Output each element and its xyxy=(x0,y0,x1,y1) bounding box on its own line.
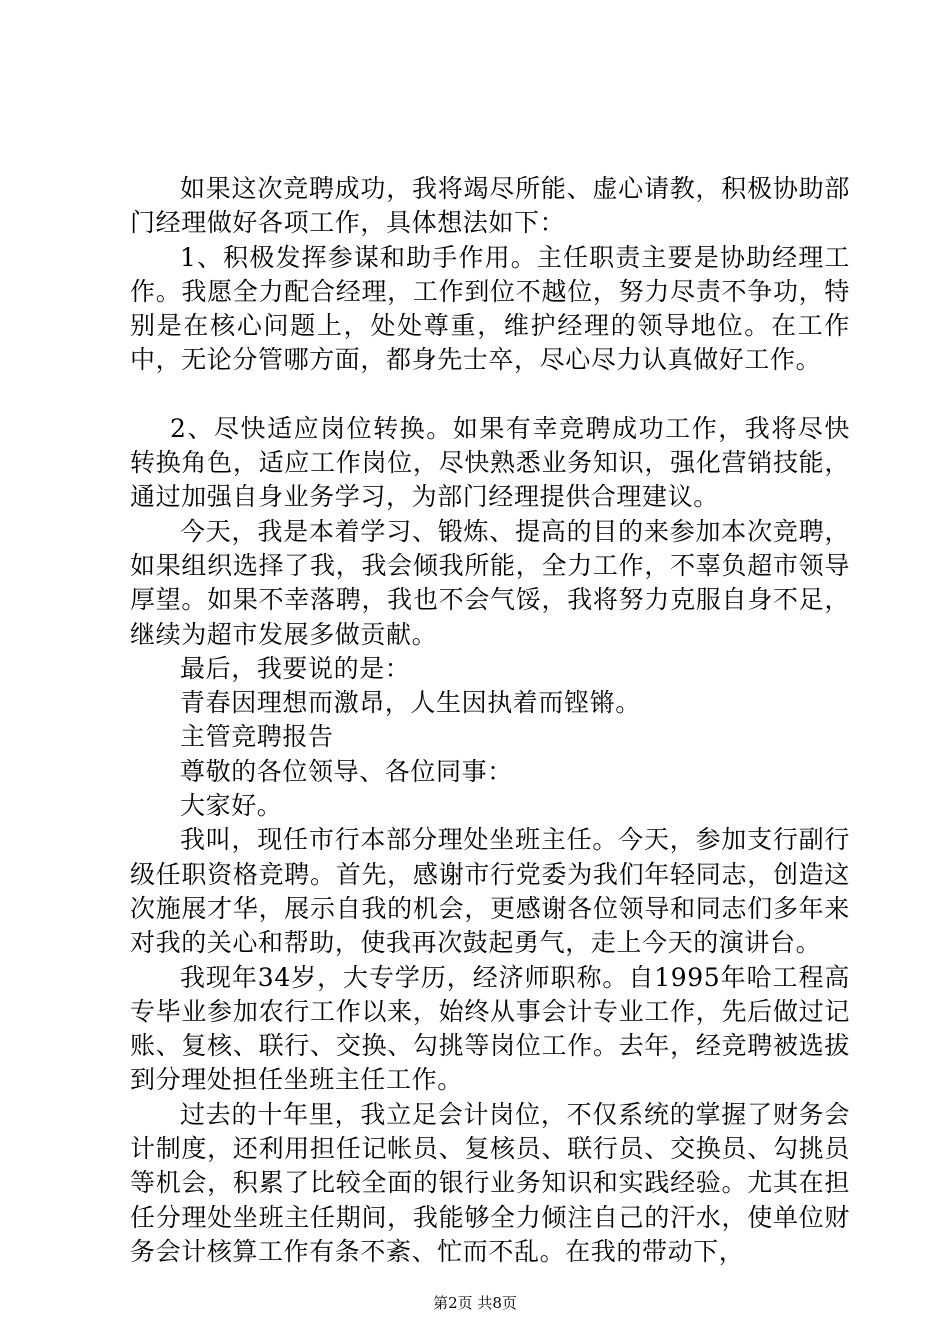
document-body xyxy=(130,172,850,1269)
paragraph-purpose: 今天，我是本着学习、锻炼、提高的目的来参加本次竞聘，如果组织选择了我，我会倾我所能，全力工作，不辜负超市领导厚望。如果不幸落聘，我也不会气馁，我将努力克服自身不足，继续为超市发展多做贡献。 xyxy=(130,516,850,649)
paragraph-point-2: 2、尽快适应岗位转换。如果有幸竞聘成功工作，我将尽快转换角色，适应工作岗位，尽快熟悉业务知识，强化营销技能，通过加强自身业务学习，为部门经理提供合理建议。 xyxy=(130,413,850,512)
section-title: 主管竞聘报告 xyxy=(180,722,334,752)
salutation: 尊敬的各位领导、各位同事： xyxy=(180,756,513,786)
page-footer: 第2页 共8页 xyxy=(433,1294,517,1312)
paragraph-point-1: 1、积极发挥参谋和助手作用。主任职责主要是协助经理工作。我愿全力配合经理，工作到位不越位，努力尽责不争功，特别是在核心问题上，处处尊重，维护经理的领导地位。在工作中，无论分管哪方面，都身先士卒，尽心尽力认真做好工作。 xyxy=(130,242,850,375)
paragraph-intent: 如果这次竞聘成功，我将竭尽所能、虚心请教，积极协助部门经理做好各项工作，具体想法如下： xyxy=(130,174,850,238)
paragraph-motto: 青春因理想而激昂，人生因执着而铿锵。 xyxy=(180,688,641,718)
paragraph-closing-intro: 最后，我要说的是： xyxy=(180,653,411,683)
greeting: 大家好。 xyxy=(180,791,283,821)
paragraph-background: 我现年34岁，大专学历，经济师职称。自1995年哈工程高专毕业参加农行工作以来，始终从事会计专业工作，先后做过记账、复核、联行、交换、勾挑等岗位工作。去年，经竞聘被选拔到分理处担任坐班主任工作。 xyxy=(130,962,850,1095)
paragraph-introduction: 我叫，现任市行本部分理处坐班主任。今天，参加支行副行级任职资格竞聘。首先，感谢市行党委为我们年轻同志，创造这次施展才华，展示自我的机会，更感谢各位领导和同志们多年来对我的关心和帮助，使我再次鼓起勇气，走上今天的演讲台。 xyxy=(130,825,850,958)
paragraph-experience: 过去的十年里，我立足会计岗位，不仅系统的掌握了财务会计制度，还利用担任记帐员、复核员、联行员、交换员、勾挑员等机会，积累了比较全面的银行业务知识和实践经验。尤其在担任分理处坐班主任期间，我能够全力倾注自己的汗水，使单位财务会计核算工作有条不紊、忙而不乱。在我的带动下， xyxy=(130,1099,850,1266)
paragraph-gap xyxy=(130,378,850,412)
